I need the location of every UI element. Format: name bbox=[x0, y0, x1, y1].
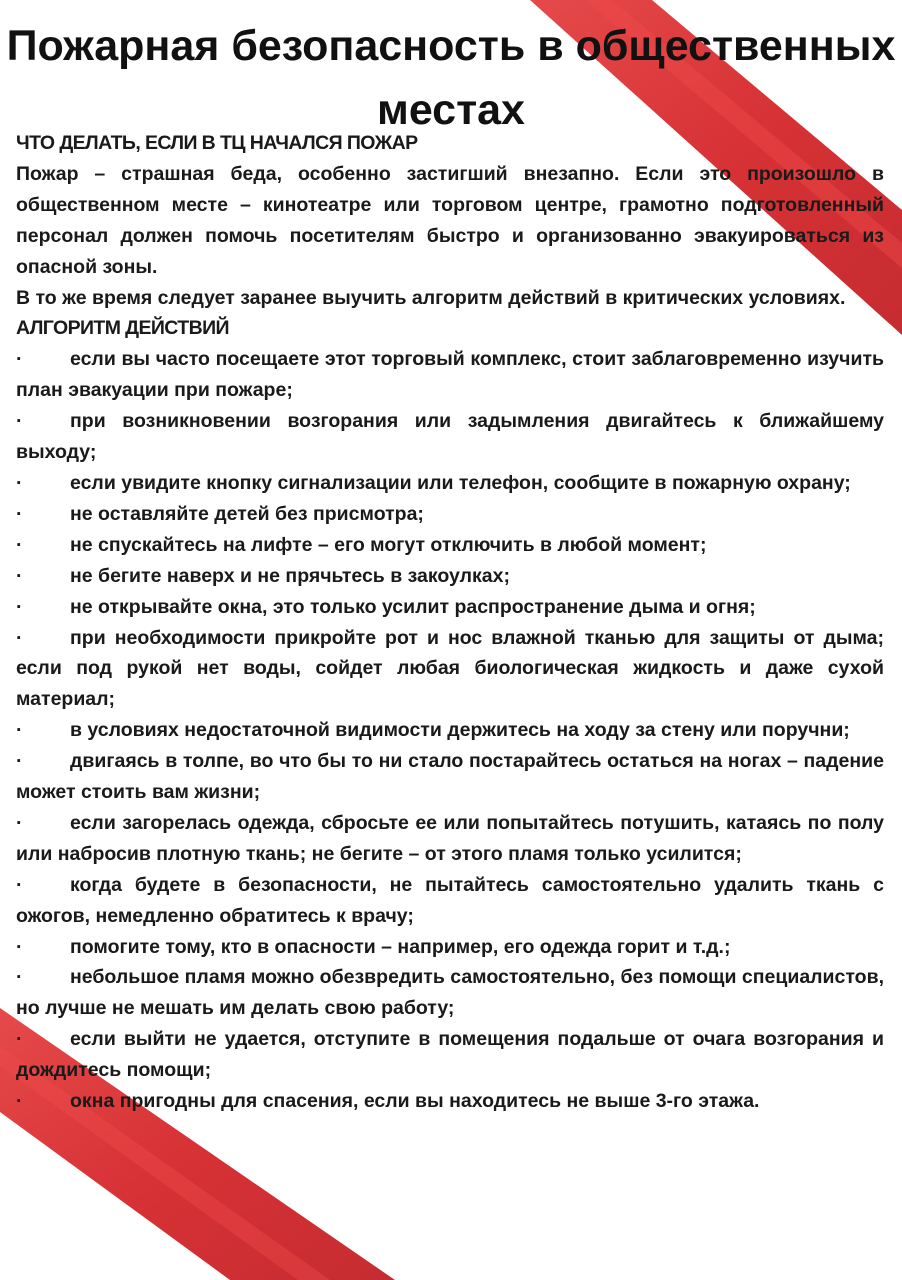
list-item-text: при возникновении возгорания или задымления двигайтесь к ближайшему выходу; bbox=[16, 410, 884, 464]
intro-paragraph-2: В то же время следует заранее выучить алгоритм действий в критических условиях. bbox=[16, 286, 846, 309]
bullet-icon: · bbox=[16, 533, 23, 556]
section-heading: ЧТО ДЕЛАТЬ, ЕСЛИ В ТЦ НАЧАЛСЯ ПОЖАР bbox=[16, 132, 418, 154]
list-item bbox=[16, 962, 884, 1024]
list-item-text: если выйти не удается, отступите в помещения подальше от очага возгорания и дождитесь помощи; bbox=[16, 1028, 884, 1082]
list-item bbox=[16, 932, 884, 963]
list-item bbox=[16, 561, 884, 592]
bullet-icon: · bbox=[16, 471, 23, 494]
list-item-text: если загорелась одежда, сбросьте ее или попытайтесь потушить, катаясь по полу или набросив плотную ткань; не бегите – от этого пламя только усилится; bbox=[16, 811, 884, 865]
list-item-text: не бегите наверх и не прячьтесь в закоулках; bbox=[70, 564, 510, 587]
bullet-icon: · bbox=[16, 750, 23, 773]
list-item bbox=[16, 499, 884, 530]
action-list bbox=[16, 344, 884, 1117]
article-body bbox=[16, 128, 884, 1117]
bullet-icon: · bbox=[16, 1028, 23, 1051]
list-item bbox=[16, 746, 884, 808]
list-item-text: не оставляйте детей без присмотра; bbox=[70, 502, 424, 525]
list-item-text: не открывайте окна, это только усилит распространение дыма и огня; bbox=[70, 595, 756, 618]
list-item bbox=[16, 344, 884, 406]
bullet-icon: · bbox=[16, 348, 23, 371]
section-heading: АЛГОРИТМ ДЕЙСТВИЙ bbox=[16, 317, 229, 340]
list-item-text: в условиях недостаточной видимости держитесь на ходу за стену или поручни; bbox=[70, 719, 850, 742]
list-item bbox=[16, 530, 884, 561]
bullet-icon: · bbox=[16, 935, 23, 958]
list-item-text: двигаясь в толпе, во что бы то ни стало постарайтесь остаться на ногах – падение может стоить вам жизни; bbox=[16, 750, 884, 804]
bullet-icon: · bbox=[16, 626, 23, 649]
list-item bbox=[16, 715, 884, 746]
bullet-icon: · bbox=[16, 502, 23, 525]
bullet-icon: · bbox=[16, 564, 23, 587]
bullet-icon: · bbox=[16, 966, 23, 989]
list-item-text: небольшое пламя можно обезвредить самостоятельно, без помощи специалистов, но лучше не мешать им делать свою работу; bbox=[16, 966, 884, 1020]
list-item bbox=[16, 592, 884, 623]
list-item bbox=[16, 468, 884, 499]
list-item-text: не спускайтесь на лифте – его могут отключить в любой момент; bbox=[70, 533, 707, 556]
bullet-icon: · bbox=[16, 811, 23, 834]
bullet-icon: · bbox=[16, 719, 23, 742]
bullet-icon: · bbox=[16, 410, 23, 433]
bullet-icon: · bbox=[16, 1090, 23, 1113]
list-item bbox=[16, 1024, 884, 1086]
list-item-text: когда будете в безопасности, не пытайтесь самостоятельно удалить ткань с ожогов, немедленно обратитесь к врачу; bbox=[16, 873, 884, 927]
list-item-text: если вы часто посещаете этот торговый комплекс, стоит заблаговременно изучить план эвакуации при пожаре; bbox=[16, 348, 884, 402]
list-item bbox=[16, 623, 884, 716]
bullet-icon: · bbox=[16, 595, 23, 618]
list-item bbox=[16, 406, 884, 468]
page-title: Пожарная безопасность в общественных местах bbox=[6, 22, 896, 134]
list-item bbox=[16, 808, 884, 870]
bullet-icon: · bbox=[16, 873, 23, 896]
list-item-text: если увидите кнопку сигнализации или телефон, сообщите в пожарную охрану; bbox=[70, 471, 851, 494]
list-item bbox=[16, 870, 884, 932]
intro-paragraph: Пожар – страшная беда, особенно застигший внезапно. Если это произошло в общественном месте – кинотеатре или торговом центре, грамотно подготовленный персонал должен помочь посетителям быстро и организованно эвакуироваться из опасной зоны. bbox=[16, 162, 884, 278]
list-item-text: при необходимости прикройте рот и нос влажной тканью для защиты от дыма; если под рукой нет воды, сойдет любая биологическая жидкость и даже сухой материал; bbox=[16, 626, 884, 711]
list-item-text: помогите тому, кто в опасности – например, его одежда горит и т.д.; bbox=[70, 935, 731, 958]
list-item-text: окна пригодны для спасения, если вы находитесь не выше 3-го этажа. bbox=[70, 1090, 760, 1113]
list-item bbox=[16, 1086, 884, 1117]
